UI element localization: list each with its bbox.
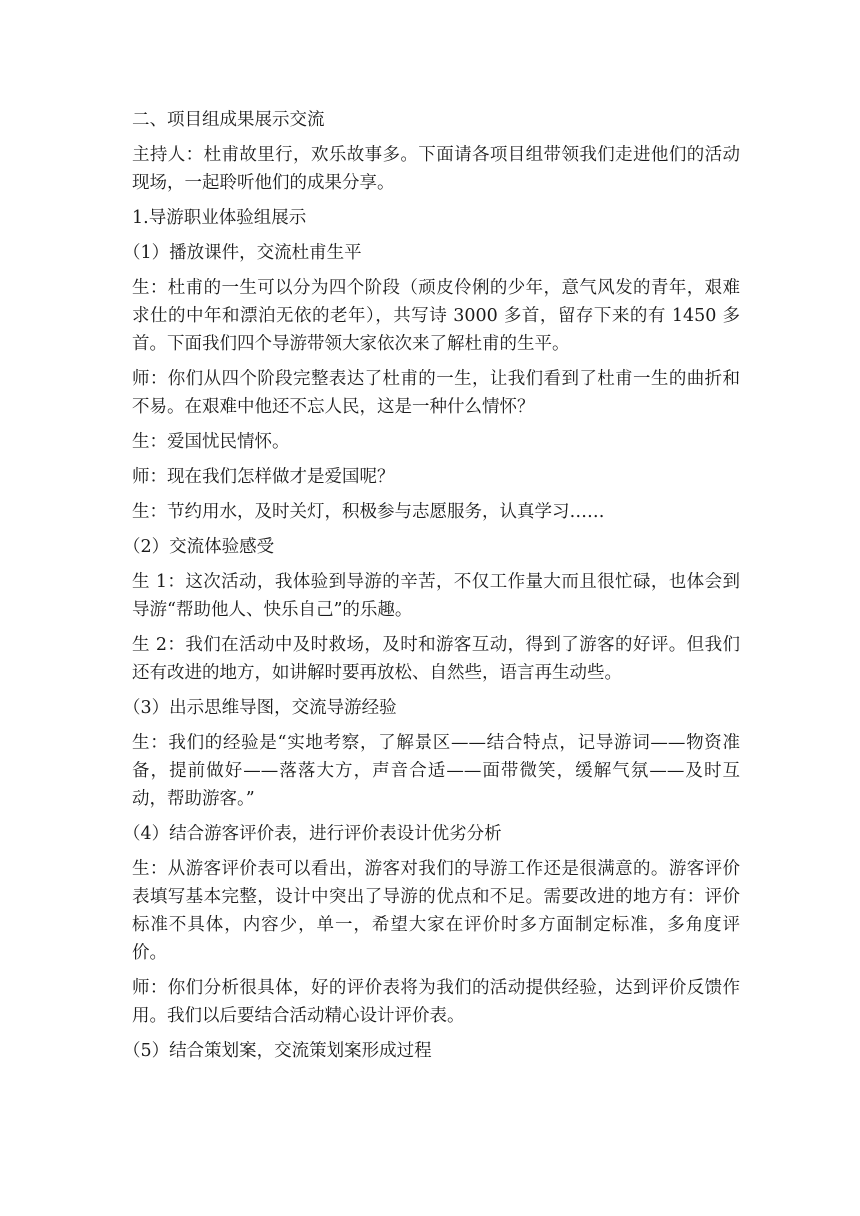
- student-paragraph: 生：我们的经验是“实地考察，了解景区——结合特点，记导游词——物资准备，提前做好——落落大方，声音合适——面带微笑，缓解气氛——及时互动，帮助游客。”: [132, 733, 740, 809]
- student-paragraph: 生：杜甫的一生可以分为四个阶段（顽皮伶俐的少年，意气风发的青年，艰难求仕的中年和漂泊无依的老年），共写诗 3000 多首，留存下来的有 1450 多首。下面我们四个导游带领大家依次来了解杜甫的生平。: [132, 278, 740, 354]
- section-heading: 二、项目组成果展示交流: [132, 110, 325, 130]
- student-paragraph: 生：从游客评价表可以看出，游客对我们的导游工作还是很满意的。游客评价表填写基本完整，设计中突出了导游的优点和不足。需要改进的地方有：评价标准不具体，内容少，单一，希望大家在评价时多方面制定标准，多角度评价。: [132, 859, 740, 963]
- student-paragraph: 生：节约用水，及时关灯，积极参与志愿服务，认真学习……: [132, 502, 605, 522]
- teacher-paragraph: 师：你们分析很具体，好的评价表将为我们的活动提供经验，达到评价反馈作用。我们以后要结合活动精心设计评价表。: [132, 978, 740, 1026]
- student-paragraph: 生：爱国忧民情怀。: [132, 432, 290, 452]
- step-heading: （5）结合策划案，交流策划案形成过程: [123, 1041, 432, 1061]
- host-intro-paragraph: 主持人：杜甫故里行，欢乐故事多。下面请各项目组带领我们走进他们的活动现场，一起聆听他们的成果分享。: [132, 145, 740, 193]
- step-heading: （4）结合游客评价表，进行评价表设计优劣分析: [123, 824, 502, 844]
- step-heading: （2）交流体验感受: [123, 537, 275, 557]
- student-paragraph: 生 1：这次活动，我体验到导游的辛苦，不仅工作量大而且很忙碌，也体会到导游“帮助他人、快乐自己”的乐趣。: [132, 572, 740, 620]
- subsection-heading: 1.导游职业体验组展示: [132, 208, 307, 228]
- teacher-paragraph: 师：你们从四个阶段完整表达了杜甫的一生，让我们看到了杜甫一生的曲折和不易。在艰难中他还不忘人民，这是一种什么情怀？: [132, 369, 740, 417]
- step-heading: （1）播放课件，交流杜甫生平: [123, 243, 362, 263]
- student-paragraph: 生 2：我们在活动中及时救场，及时和游客互动，得到了游客的好评。但我们还有改进的地方，如讲解时要再放松、自然些，语言再生动些。: [132, 635, 740, 683]
- step-heading: （3）出示思维导图，交流导游经验: [123, 698, 397, 718]
- document-body: [123, 106, 740, 1072]
- teacher-paragraph: 师：现在我们怎样做才是爱国呢？: [132, 467, 395, 487]
